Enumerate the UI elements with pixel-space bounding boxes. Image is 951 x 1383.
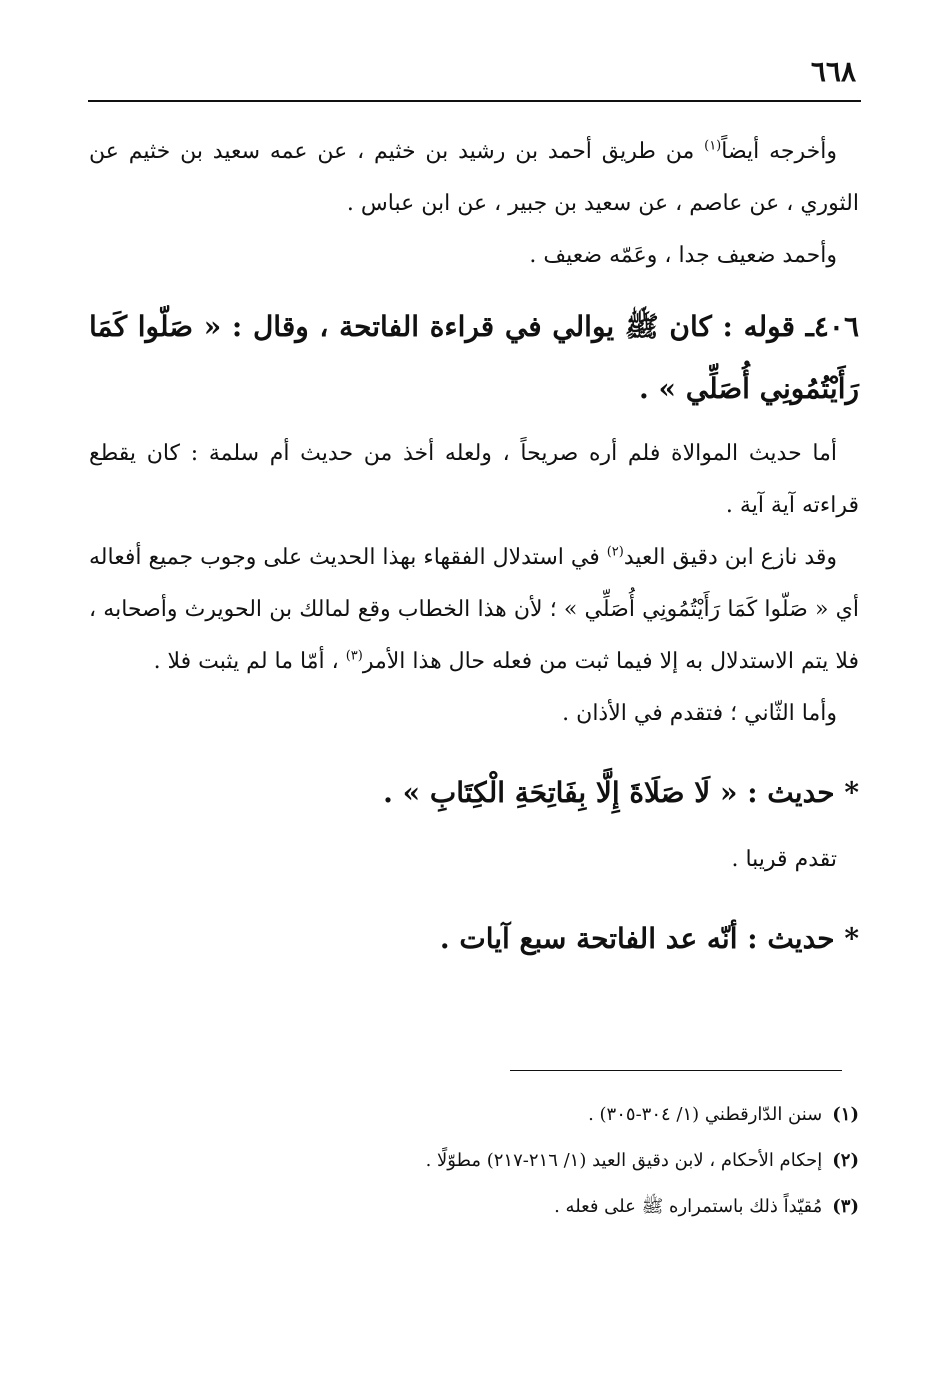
footnote-ref-1: (١) xyxy=(704,138,722,154)
footnote-ref-2: (٢) xyxy=(606,544,624,560)
paragraph-5: وأما الثّاني ؛ فتقدم في الأذان . xyxy=(562,701,837,726)
paragraph-2: وأحمد ضعيف جدا ، وعَمّه ضعيف . xyxy=(529,243,837,268)
footnotes xyxy=(89,1092,859,1230)
paragraph-1 xyxy=(89,126,859,230)
paragraph-3: أما حديث الموالاة فلم أره صريحاً ، ولعله أخذ من حديث أم سلمة : كان يقطع قراءته آية آية . xyxy=(89,441,859,518)
footnote-number: (٢) xyxy=(832,1150,859,1171)
footnote-number: (٣) xyxy=(832,1196,859,1217)
paragraph-4 xyxy=(89,532,859,688)
page-number: ٦٦٨ xyxy=(810,55,856,88)
heading-406: ٤٠٦ـ قوله : كان ﷺ يوالي في قراءة الفاتحة ، وقال : « صَلّوا كَمَا رَأَيْتُمُونِي أُصَلِّي » . xyxy=(89,310,859,405)
footnote-text: إحكام الأحكام ، لابن دقيق العيد (١/ ٢١٦-٢١٧) مطوّلًا . xyxy=(425,1150,823,1171)
footnote-number: (١) xyxy=(832,1104,859,1125)
header-rule xyxy=(88,100,861,102)
paragraph-4-part-c: ، أمّا ما لم يثبت فلا . xyxy=(153,649,346,674)
footnote-text: مُقيّداً ذلك باستمراره ﷺ على فعله . xyxy=(554,1196,823,1217)
footnote-ref-3: (٣) xyxy=(345,648,363,664)
footnote-3 xyxy=(89,1184,859,1230)
main-text xyxy=(89,126,859,980)
hadith-heading-1: * حديث : « لَا صَلَاةَ إِلَّا بِفَاتِحَةِ الْكِتَابِ » . xyxy=(383,776,859,809)
footnote-2 xyxy=(89,1138,859,1184)
paragraph-1-rest: من طريق أحمد بن رشيد بن خثيم ، عن عمه سعيد بن خثيم عن الثوري ، عن عاصم ، عن سعيد بن جبير ، عن ابن عباس . xyxy=(89,139,859,216)
paragraph-4-part-b: في استدلال الفقهاء بهذا الحديث على وجوب جميع أفعاله أي « صَلّوا كَمَا رَأَيْتُمُونِي أُصَلِّي » ؛ لأن هذا الخطاب وقع لمالك بن الحويرث وأصحابه ، فلا يتم الاستدلال به إلا فيما ثبت من فعله حال هذا الأمر xyxy=(89,545,859,674)
paragraph-6: تقدم قريبا . xyxy=(731,847,837,872)
footnote-separator xyxy=(510,1070,842,1071)
hadith-heading-2: * حديث : أنّه عد الفاتحة سبع آيات . xyxy=(439,922,859,955)
paragraph-4-part-a: وقد نازع ابن دقيق العيد xyxy=(623,545,838,570)
footnote-text: سنن الدّارقطني (١/ ٣٠٤-٣٠٥) . xyxy=(588,1104,823,1125)
footnote-1 xyxy=(89,1092,859,1138)
paragraph-1-start: وأخرجه أيضاً xyxy=(721,139,837,164)
